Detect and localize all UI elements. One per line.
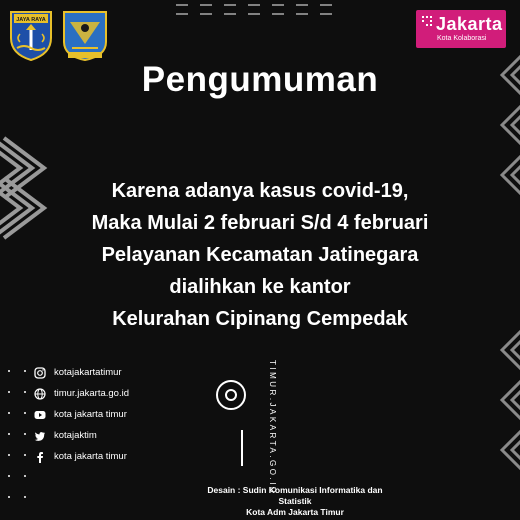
jakarta-kolaborasi-badge: [416, 10, 506, 48]
svg-text:JAYA RAYA: JAYA RAYA: [16, 17, 46, 23]
vertical-website-text: TIMUR.JAKARTA.GO.ID: [268, 360, 277, 496]
globe-icon: [34, 388, 46, 400]
twitter-icon: [34, 430, 46, 442]
credit-line-1: Desain : Sudin Komunikasi Informatika dan Statistik: [207, 485, 383, 506]
body-line: Kelurahan Cipinang Cempedak: [112, 308, 408, 330]
dot-column-decoration: [8, 366, 28, 516]
body-line: dialihkan ke kantor: [169, 276, 351, 298]
social-item-youtube[interactable]: [34, 404, 129, 425]
social-label: kotajakartatimur: [54, 367, 122, 378]
ring-decoration: [216, 380, 246, 410]
facebook-icon: [34, 451, 46, 463]
social-item-twitter[interactable]: [34, 425, 129, 446]
social-item-instagram[interactable]: [34, 362, 129, 383]
social-label: kota jakarta timur: [54, 451, 127, 462]
chevron-pattern-right-top: [492, 45, 520, 195]
youtube-icon: [34, 409, 46, 421]
social-label: kotajaktim: [54, 430, 97, 441]
badge-dots-icon: [422, 16, 434, 28]
announcement-body: [0, 175, 520, 335]
jakarta-emblem-logo: [8, 8, 54, 62]
social-item-facebook[interactable]: [34, 446, 129, 467]
credit-line-2: Kota Adm Jakarta Timur: [246, 507, 344, 517]
social-media-list: [34, 362, 129, 467]
vertical-line-decoration: [241, 430, 243, 466]
design-credit: [190, 485, 400, 518]
badge-brand: Jakarta: [436, 14, 503, 34]
social-item-website[interactable]: [34, 383, 129, 404]
badge-tagline: Kota Kolaborasi: [437, 35, 487, 42]
chevron-pattern-right-bottom: [492, 320, 520, 470]
body-line: Karena adanya kasus covid-19,: [111, 180, 409, 202]
jakarta-timur-emblem-logo: [60, 8, 110, 62]
social-label: kota jakarta timur: [54, 409, 127, 420]
body-line: Maka Mulai 2 februari S/d 4 februari: [91, 212, 429, 234]
body-line: Pelayanan Kecamatan Jatinegara: [101, 244, 419, 266]
page-title: Pengumuman: [141, 60, 379, 99]
instagram-icon: [34, 367, 46, 379]
social-label: timur.jakarta.go.id: [54, 388, 129, 399]
dash-grid-decoration: [172, 0, 342, 22]
